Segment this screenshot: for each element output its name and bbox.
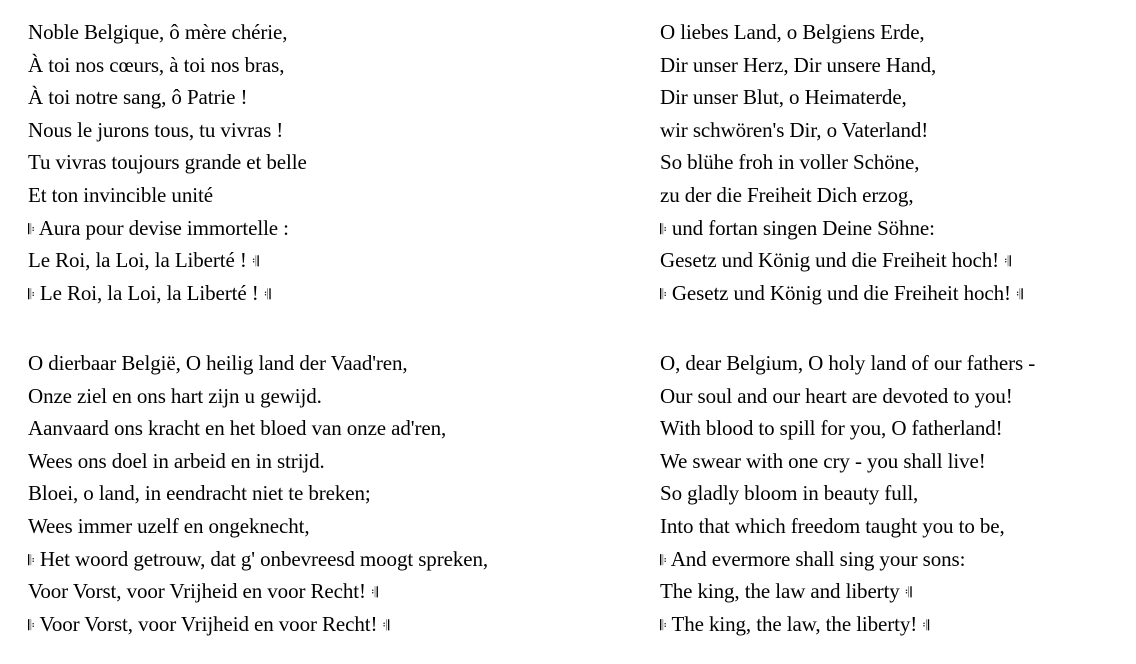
verse-text: Wees immer uzelf en ongeknecht,	[28, 513, 310, 538]
repeat-end-sign: 𝄇	[922, 617, 930, 634]
verse-text: Dir unser Blut, o Heimaterde,	[660, 85, 907, 110]
verse-text: zu der die Freiheit Dich erzog,	[660, 182, 914, 207]
verse-line	[28, 212, 307, 245]
verse-text: O, dear Belgium, O holy land of our fathers -	[660, 351, 1036, 375]
verse-line	[660, 543, 1035, 576]
verse-text: So gladly bloom in beauty full,	[660, 481, 919, 506]
verse-text: Het woord getrouw, dat g' onbevreesd moogt spreken,	[34, 546, 488, 571]
repeat-start-sign: 𝄆	[28, 221, 35, 238]
verse-text: Into that which freedom taught you to be,	[660, 513, 1005, 538]
repeat-start-sign: 𝄆	[660, 617, 667, 634]
verse-line	[660, 510, 1035, 543]
verse-line	[28, 49, 307, 82]
verse-text: Gesetz und König und die Freiheit hoch!	[660, 248, 1005, 273]
verse-text: With blood to spill for you, O fatherland!	[660, 416, 1003, 441]
verse-text: Our soul and our heart are devoted to you!	[660, 383, 1013, 408]
verse-text: Dir unser Herz, Dir unsere Hand,	[660, 52, 937, 77]
verse-line	[660, 146, 1023, 179]
verse-text: O dierbaar België, O heilig land der Vaad'ren,	[28, 351, 408, 375]
verse-text: O liebes Land, o Belgiens Erde,	[660, 20, 925, 44]
verse-text: And evermore shall sing your sons:	[666, 546, 966, 571]
verse-line	[28, 575, 488, 608]
verse-text: Et ton invincible unité	[28, 182, 213, 207]
verse-line	[660, 179, 1023, 212]
verse-text: wir schwören's Dir, o Vaterland!	[660, 117, 929, 142]
verse-line	[660, 380, 1035, 413]
repeat-start-sign: 𝄆	[660, 552, 667, 569]
verse-line	[28, 179, 307, 212]
verse-line	[28, 81, 307, 114]
verse-line	[28, 114, 307, 147]
verse-text: We swear with one cry - you shall live!	[660, 448, 986, 473]
verse-text: Le Roi, la Loi, la Liberté !	[34, 280, 264, 305]
repeat-end-sign: 𝄇	[1016, 286, 1023, 303]
verse-line	[28, 380, 488, 413]
stanza-french	[28, 16, 307, 309]
verse-line	[28, 146, 307, 179]
verse-text: À toi notre sang, ô Patrie !	[28, 85, 248, 110]
stanza-english	[660, 347, 1035, 640]
repeat-start-sign: 𝄆	[660, 286, 667, 303]
repeat-start-sign: 𝄆	[660, 221, 667, 238]
verse-text: So blühe froh in voller Schöne,	[660, 150, 920, 175]
verse-line	[28, 477, 488, 510]
verse-line	[28, 543, 488, 576]
verse-text: Voor Vorst, voor Vrijheid en voor Recht!	[28, 579, 372, 604]
repeat-end-sign: 𝄇	[263, 286, 271, 303]
verse-text: Tu vivras toujours grande et belle	[28, 150, 307, 175]
verse-line	[660, 16, 1023, 49]
verse-text: Bloei, o land, in eendracht niet te breken;	[28, 481, 371, 506]
verse-line	[660, 114, 1023, 147]
verse-line	[660, 445, 1035, 478]
verse-text: À toi nos cœurs, à toi nos bras,	[28, 52, 285, 77]
verse-text: Aura pour devise immortelle :	[34, 215, 289, 240]
repeat-end-sign: 𝄇	[904, 585, 912, 602]
verse-line	[660, 477, 1035, 510]
verse-text: The king, the law and liberty	[660, 579, 905, 604]
repeat-start-sign: 𝄆	[28, 617, 35, 634]
verse-line	[28, 347, 488, 380]
verse-line	[660, 412, 1035, 445]
verse-text: Onze ziel en ons hart zijn u gewijd.	[28, 383, 322, 408]
verse-line	[28, 16, 307, 49]
verse-text: und fortan singen Deine Söhne:	[666, 215, 935, 240]
verse-text: Le Roi, la Loi, la Liberté !	[28, 248, 252, 273]
verse-line	[660, 575, 1035, 608]
verse-line	[28, 277, 307, 310]
verse-text: Wees ons doel in arbeid en in strijd.	[28, 448, 325, 473]
verse-line	[660, 277, 1023, 310]
verse-text: Nous le jurons tous, tu vivras !	[28, 117, 284, 142]
repeat-start-sign: 𝄆	[28, 286, 35, 303]
verse-text: Voor Vorst, voor Vrijheid en voor Recht!	[34, 611, 383, 636]
verse-line	[28, 510, 488, 543]
verse-line	[28, 445, 488, 478]
verse-line	[28, 608, 488, 641]
stanza-dutch	[28, 347, 488, 640]
verse-line	[660, 49, 1023, 82]
verse-text: Gesetz und König und die Freiheit hoch!	[666, 280, 1017, 305]
stanza-german	[660, 16, 1023, 309]
repeat-end-sign: 𝄇	[1004, 254, 1011, 271]
verse-line	[660, 244, 1023, 277]
verse-text: The king, the law, the liberty!	[666, 611, 923, 636]
repeat-start-sign: 𝄆	[28, 552, 35, 569]
repeat-end-sign: 𝄇	[251, 254, 259, 271]
verse-line	[28, 244, 307, 277]
verse-line	[660, 81, 1023, 114]
verse-text: Aanvaard ons kracht en het bloed van onze ad'ren,	[28, 416, 447, 441]
verse-text: Noble Belgique, ô mère chérie,	[28, 20, 288, 44]
verse-line	[660, 608, 1035, 641]
verse-line	[660, 347, 1035, 380]
repeat-end-sign: 𝄇	[382, 617, 390, 634]
repeat-end-sign: 𝄇	[371, 585, 378, 602]
verse-line	[28, 412, 488, 445]
verse-line	[660, 212, 1023, 245]
